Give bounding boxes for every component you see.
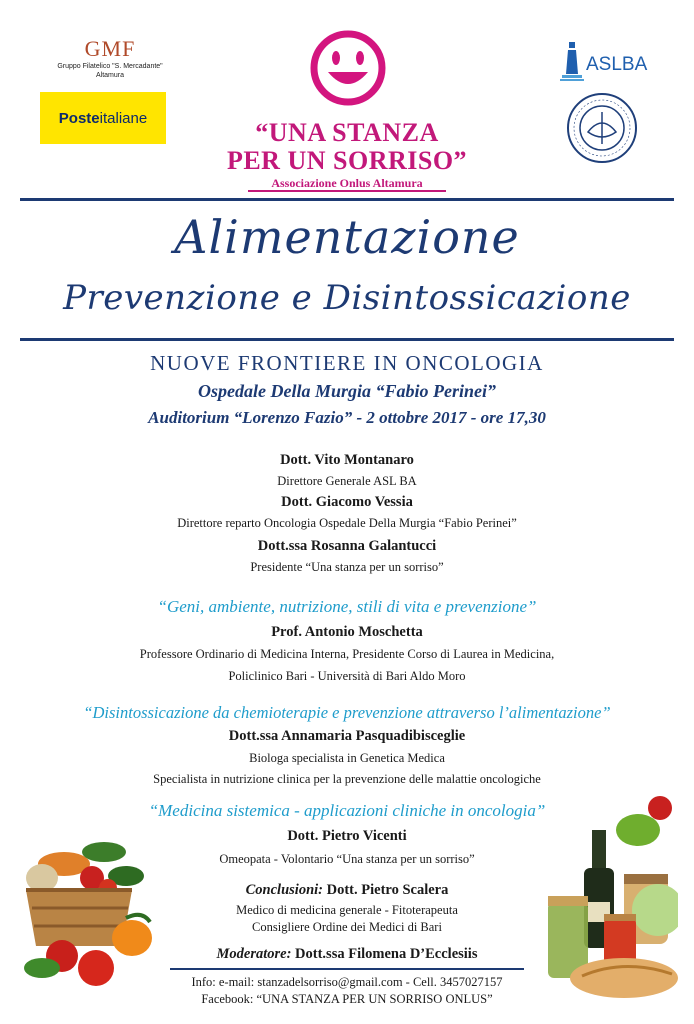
talk-speaker-role: Policlinico Bari - Università di Bari Aldo Moro bbox=[228, 669, 466, 683]
moderator-name: Dott.ssa Filomena D’Ecclesiis bbox=[295, 946, 478, 962]
association-title-line1: “UNA STANZA bbox=[255, 118, 439, 147]
talk-speaker-role: Professore Ordinario di Medicina Interna, Presidente Corso di Laurea in Medicina, bbox=[139, 647, 555, 661]
jars-vegetables-image bbox=[538, 790, 678, 1000]
talk-speaker-name: Prof. Antonio Moschetta bbox=[271, 624, 423, 640]
speaker-role: Direttore reparto Oncologia Ospedale Della Murgia “Fabio Perinei” bbox=[177, 516, 517, 530]
association-underline bbox=[248, 190, 446, 192]
event-venue: Ospedale Della Murgia “Fabio Perinei” bbox=[198, 381, 496, 401]
poste-logo-light: italiane bbox=[99, 109, 148, 127]
speaker-name: Dott. Vito Montanaro bbox=[280, 452, 414, 468]
top-divider bbox=[20, 198, 674, 201]
talk-speaker-role: Specialista in nutrizione clinica per la prevenzione delle malattie oncologiche bbox=[153, 772, 541, 786]
headline-divider bbox=[20, 338, 674, 341]
talk-speaker-name: Dott. Pietro Vicenti bbox=[287, 828, 407, 844]
poste-logo-bold: Poste bbox=[58, 109, 100, 127]
talk-topic: “Disintossicazione da chemioterapie e prevenzione attraverso l’alimentazione” bbox=[83, 703, 611, 722]
association-subtitle: Associazione Onlus Altamura bbox=[271, 176, 423, 190]
event-details: Auditorium “Lorenzo Fazio” - 2 ottobre 2017 - ore 17,30 bbox=[148, 408, 546, 427]
talk-speaker-role: Omeopata - Volontario “Una stanza per un sorriso” bbox=[219, 852, 475, 866]
footer-divider bbox=[170, 968, 524, 970]
conclusion-role: Consigliere Ordine dei Medici di Bari bbox=[252, 920, 442, 934]
footer-info: Info: e-mail: stanzadelsorriso@gmail.com - Cell. 3457027157 bbox=[191, 975, 503, 989]
event-subtitle: NUOVE FRONTIERE IN ONCOLOGIA bbox=[150, 351, 544, 375]
speaker-role: Presidente “Una stanza per un sorriso” bbox=[250, 560, 444, 574]
conclusion-name: Dott. Pietro Scalera bbox=[326, 882, 449, 898]
asl-ba-label: ASLBA bbox=[586, 54, 648, 75]
gm-logo-line2: Altamura bbox=[95, 72, 124, 79]
talk-speaker-name: Dott.ssa Annamaria Pasquadibisceglie bbox=[228, 728, 466, 744]
gm-logo-line1: Gruppo Filatelico "S. Mercadante" bbox=[57, 63, 163, 70]
headline-line1: Alimentazione bbox=[174, 210, 520, 264]
asl-ba-logo bbox=[556, 38, 656, 88]
headline-line2: Prevenzione e Disintossicazione bbox=[63, 278, 631, 318]
medical-seal-icon bbox=[566, 92, 638, 164]
lighthouse-icon bbox=[560, 40, 584, 82]
conclusion-label: Conclusioni: bbox=[245, 882, 323, 898]
speaker-name: Dott.ssa Rosanna Galantucci bbox=[257, 538, 437, 554]
moderator-label: Moderatore: bbox=[216, 946, 292, 962]
vegetable-basket-image bbox=[22, 818, 160, 998]
talk-speaker-role: Biologa specialista in Genetica Medica bbox=[249, 751, 445, 765]
association-title-line2: PER UN SORRISO” bbox=[226, 146, 468, 175]
talk-topic: “Geni, ambiente, nutrizione, stili di vita e prevenzione” bbox=[157, 597, 537, 616]
talk-topic: “Medicina sistemica - applicazioni cliniche in oncologia” bbox=[148, 801, 546, 820]
footer-facebook: Facebook: “UNA STANZA PER UN SORRISO ONLUS” bbox=[201, 992, 493, 1006]
speaker-name: Dott. Giacomo Vessia bbox=[281, 494, 413, 510]
conclusion-role: Medico di medicina generale - Fitoterapeuta bbox=[236, 903, 458, 917]
gm-logo-mark: GMF bbox=[84, 36, 136, 61]
gruppo-filatelico-logo bbox=[50, 36, 170, 80]
smiley-icon bbox=[308, 28, 388, 108]
speaker-role: Direttore Generale ASL BA bbox=[277, 474, 417, 488]
